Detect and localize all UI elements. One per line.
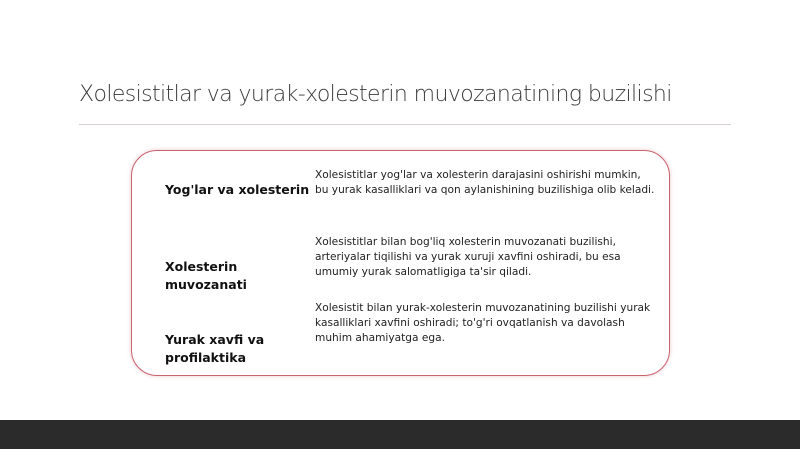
- row-desc-cholesterol-balance: Xolesistitlar bilan bog'liq xolesterin muvozanati buzilishi, arteriyalar tiqilishi va yurak xuruji xavfini oshiradi, bu esa umumiy yurak salomatligiga ta'sir qiladi.: [315, 236, 621, 278]
- row-term-heart-risk-prevention: Yurak xavfi va profilaktika: [165, 332, 265, 365]
- row-desc-fats-cholesterol: Xolesistitlar yog'lar va xolesterin darajasini oshirishi mumkin, bu yurak kasalliklari va qon aylanishining buzilishiga olib keladi.: [315, 169, 655, 196]
- row-term-fats-cholesterol: Yog'lar va xolesterin: [165, 182, 310, 197]
- title-divider: [79, 124, 731, 125]
- row-desc-heart-risk-prevention: Xolesistit bilan yurak-xolesterin muvozanatining buzilishi yurak kasalliklari xavfini oshiradi; to'g'ri ovqatlanish va davolash muhim ahamiyatga ega.: [315, 302, 651, 344]
- row-term-cholesterol-balance: Xolesterin muvozanati: [165, 259, 247, 292]
- slide-title: Xolesistitlar va yurak-xolesterin muvozanatining buzilishi: [79, 82, 672, 107]
- footer-bar: [0, 420, 800, 449]
